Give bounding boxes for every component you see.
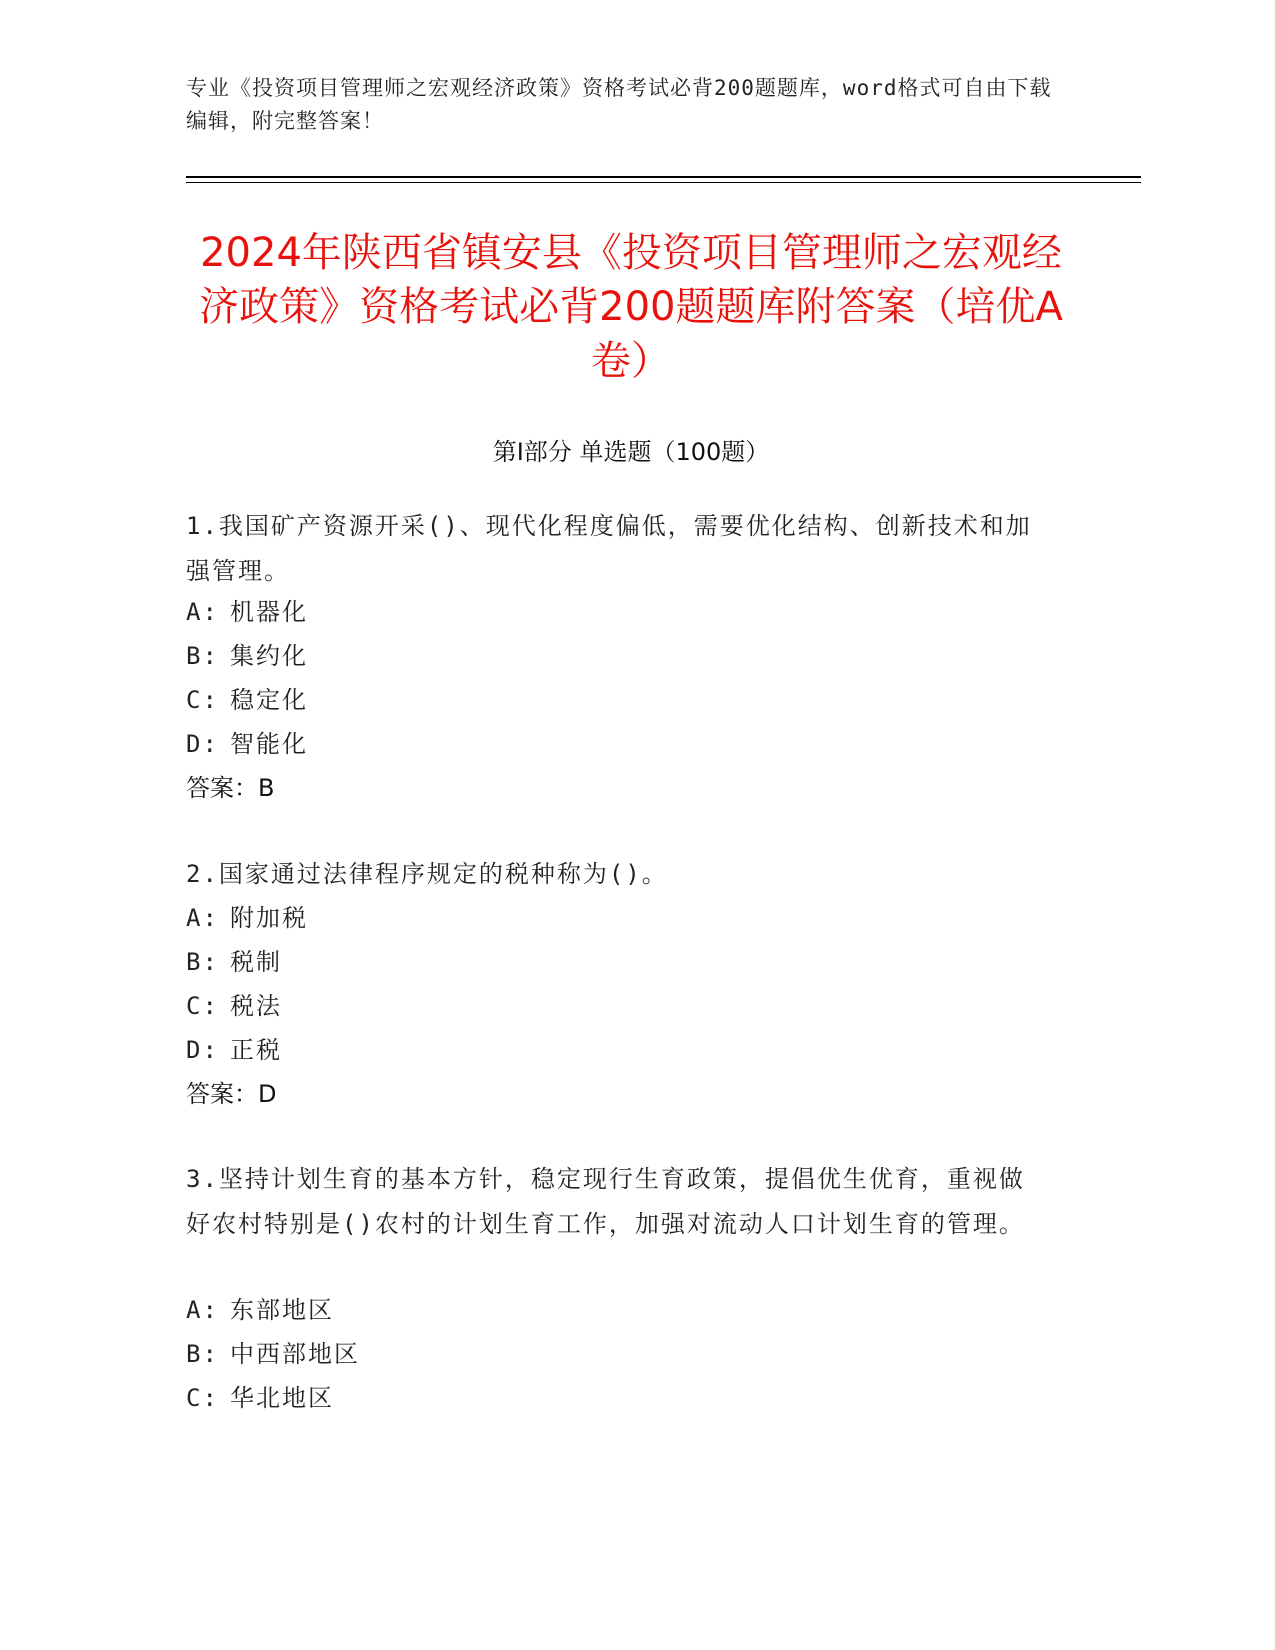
option-letter: A: bbox=[186, 598, 219, 626]
option-letter: A: bbox=[186, 1296, 219, 1324]
option-text: 机器化 bbox=[230, 598, 308, 626]
section-title: 第I部分 单选题（100题） bbox=[492, 438, 770, 466]
question-2-option-a bbox=[186, 902, 308, 934]
question-2-option-c bbox=[186, 990, 282, 1022]
header-note: 专业《投资项目管理师之宏观经济政策》资格考试必背200题题库，word格式可自由下载编辑，附完整答案！ bbox=[186, 76, 1052, 133]
option-text: 稳定化 bbox=[230, 686, 308, 714]
question-3-option-a bbox=[186, 1294, 334, 1326]
question-1-answer: 答案：B bbox=[186, 774, 275, 802]
option-text: 税制 bbox=[230, 948, 282, 976]
option-text: 中西部地区 bbox=[230, 1340, 360, 1368]
option-text: 正税 bbox=[230, 1036, 282, 1064]
option-letter: C: bbox=[186, 1384, 219, 1412]
question-1-option-b bbox=[186, 640, 308, 672]
header-rule-thin bbox=[186, 182, 1141, 183]
question-1-option-d bbox=[186, 728, 308, 760]
question-3-text: 3.坚持计划生育的基本方针，稳定现行生育政策，提倡优生优育，重视做好农村特别是()农村的计划生育工作，加强对流动人口计划生育的管理。 bbox=[186, 1165, 1025, 1238]
option-text: 附加税 bbox=[230, 904, 308, 932]
question-2-text: 2.国家通过法律程序规定的税种称为()。 bbox=[186, 860, 668, 888]
option-text: 智能化 bbox=[230, 730, 308, 758]
question-3-option-b bbox=[186, 1338, 360, 1370]
question-3-option-c bbox=[186, 1382, 334, 1414]
question-2-answer: 答案：D bbox=[186, 1080, 277, 1108]
option-text: 华北地区 bbox=[230, 1384, 334, 1412]
question-2-option-d bbox=[186, 1034, 282, 1066]
question-1-option-a bbox=[186, 596, 308, 628]
option-letter: A: bbox=[186, 904, 219, 932]
document-title: 2024年陕西省镇安县《投资项目管理师之宏观经济政策》资格考试必背200题题库附答案（培优A卷） bbox=[199, 230, 1063, 384]
option-letter: C: bbox=[186, 992, 219, 1020]
option-letter: D: bbox=[186, 730, 219, 758]
option-letter: B: bbox=[186, 948, 219, 976]
question-2-option-b bbox=[186, 946, 282, 978]
option-letter: B: bbox=[186, 642, 219, 670]
option-text: 税法 bbox=[230, 992, 282, 1020]
option-text: 东部地区 bbox=[230, 1296, 334, 1324]
option-letter: D: bbox=[186, 1036, 219, 1064]
question-1-option-c bbox=[186, 684, 308, 716]
option-letter: B: bbox=[186, 1340, 219, 1368]
option-letter: C: bbox=[186, 686, 219, 714]
option-text: 集约化 bbox=[230, 642, 308, 670]
question-1-text: 1.我国矿产资源开采()、现代化程度偏低，需要优化结构、创新技术和加强管理。 bbox=[186, 512, 1032, 585]
header-rule-thick bbox=[186, 176, 1141, 178]
